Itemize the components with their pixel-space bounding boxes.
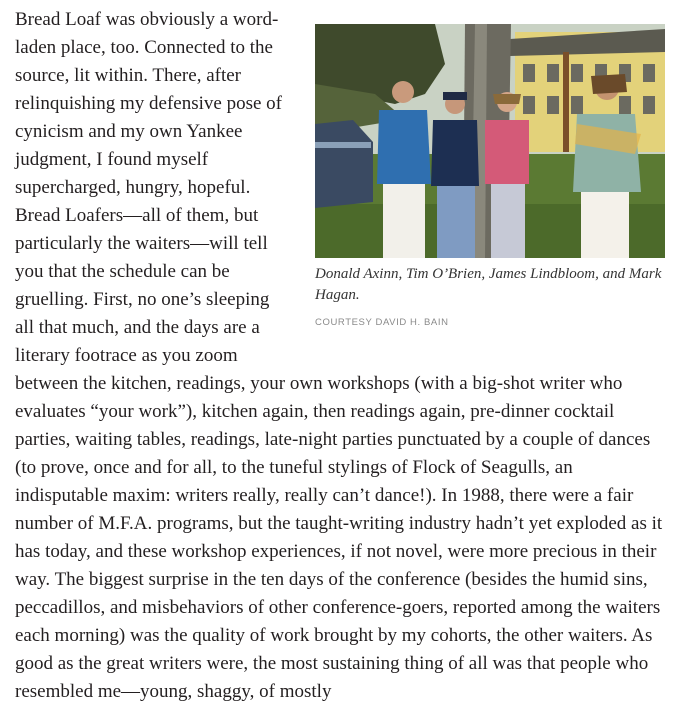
group-photo: [315, 24, 665, 258]
photo-figure: [315, 24, 665, 337]
photo-credit: COURTESY DAVID H. BAIN: [315, 317, 449, 328]
photo-caption: Donald Axinn, Tim O’Brien, James Lindbloom, and Mark Hagan.: [315, 266, 662, 303]
article-paragraph: Bread Loaf was obviously a word-laden place, too. Connected to the source, lit within. There, after relinquishing my defensive pose of cynicism and my own Yankee judgment, I found myself supercharged, hungry, hopeful. Bread Loafers—all of them, but particularly the waiters—will tell you that the schedule can be gruelling. First, no one’s sleeping all that much, and the days are a literary footrace as you zoom between the kitchen, readings, your own workshops (with a big-shot writer who evaluates “your work”), kitchen again, then readings again, pre-dinner cocktail parties, waiting tables, readings, late-night parties punctuated by a couple of dances (to prove, once and for all, to the tuneful stylings of Flock of Seagulls, an indisputable maxim: writers really, really can’t dance!). In 1988, there were a fair number of M.F.A. programs, but the taught-writing industry hadn’t yet exploded as it has today, and these workshop experiences, if not novel, were more precious in their way. The biggest surprise in the ten days of the conference (besides the humid sins, peccadillos, and misbehaviors of other conference-goers, reported among the waiters each morning) was the quality of work brought by my cohorts, the other waiters. As good as the great writers were, the most sustaining thing of all was that people who resembled me—young, shaggy, of mostly: [15, 9, 663, 702]
article-body: [15, 6, 665, 706]
